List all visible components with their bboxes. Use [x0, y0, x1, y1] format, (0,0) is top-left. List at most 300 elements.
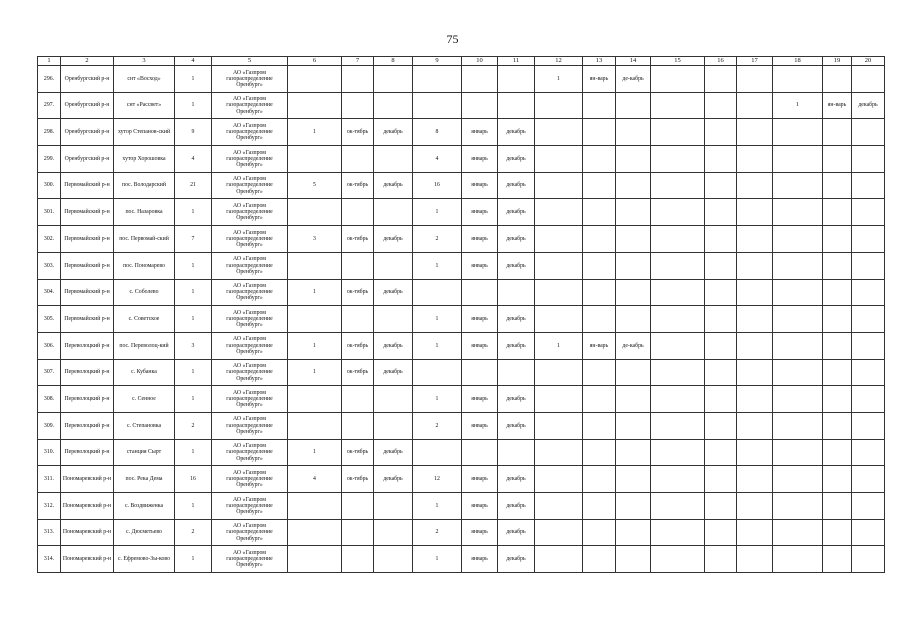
column-header: 4 — [175, 57, 212, 66]
table-cell: де-кабрь — [616, 332, 651, 359]
table-cell: АО «Газпром газораспределение Оренбург» — [212, 332, 288, 359]
table-cell — [852, 493, 885, 520]
table-cell: ян-варь — [583, 66, 616, 93]
table-cell: декабрь — [374, 172, 413, 199]
table-cell — [823, 199, 852, 226]
column-header: 8 — [374, 57, 413, 66]
table-cell — [651, 546, 705, 573]
table-cell — [852, 146, 885, 173]
table-row — [38, 252, 885, 279]
table-cell: 1 — [288, 279, 342, 306]
table-cell: 1 — [288, 359, 342, 386]
table-cell — [583, 119, 616, 146]
table-cell: 303. — [38, 252, 61, 279]
table-cell: декабрь — [498, 306, 535, 333]
table-cell — [616, 519, 651, 546]
table-cell — [852, 119, 885, 146]
table-cell — [705, 66, 737, 93]
table-cell: хутор Хорошовка — [114, 146, 175, 173]
table-row — [38, 439, 885, 466]
table-cell — [374, 146, 413, 173]
table-cell: ок-тябрь — [342, 172, 374, 199]
table-cell — [583, 279, 616, 306]
table-cell: декабрь — [498, 146, 535, 173]
table-cell: АО «Газпром газораспределение Оренбург» — [212, 66, 288, 93]
table-cell: ок-тябрь — [342, 332, 374, 359]
table-cell — [651, 66, 705, 93]
table-cell: 2 — [175, 519, 212, 546]
table-cell: 9 — [175, 119, 212, 146]
table-cell — [535, 466, 583, 493]
table-cell — [498, 359, 535, 386]
table-header — [38, 57, 885, 66]
table-cell: АО «Газпром газораспределение Оренбург» — [212, 493, 288, 520]
table-cell: пос. Первомай-ский — [114, 226, 175, 253]
table-cell — [737, 172, 773, 199]
table-cell — [773, 66, 823, 93]
table-cell: 1 — [175, 199, 212, 226]
table-cell: 307. — [38, 359, 61, 386]
table-cell — [823, 119, 852, 146]
table-row — [38, 226, 885, 253]
table-cell: Оренбургский р-н — [61, 119, 114, 146]
table-cell: 1 — [175, 546, 212, 573]
table-body — [38, 66, 885, 573]
table-cell — [773, 119, 823, 146]
table-cell: ок-тябрь — [342, 119, 374, 146]
table-cell — [288, 146, 342, 173]
table-cell — [823, 226, 852, 253]
table-cell — [705, 226, 737, 253]
table-cell: Переволоцкий р-н — [61, 439, 114, 466]
table-cell — [852, 519, 885, 546]
table-cell: декабрь — [374, 439, 413, 466]
table-cell — [737, 66, 773, 93]
table-row — [38, 386, 885, 413]
column-header: 13 — [583, 57, 616, 66]
table-cell — [823, 359, 852, 386]
table-cell: АО «Газпром газораспределение Оренбург» — [212, 359, 288, 386]
table-cell: декабрь — [498, 546, 535, 573]
table-cell: январь — [462, 119, 498, 146]
table-cell — [737, 146, 773, 173]
table-cell: ок-тябрь — [342, 279, 374, 306]
table-cell — [374, 519, 413, 546]
table-cell — [616, 146, 651, 173]
table-cell: Пономаревский р-н — [61, 493, 114, 520]
table-cell: станция Сырт — [114, 439, 175, 466]
table-cell — [705, 146, 737, 173]
table-row — [38, 172, 885, 199]
table-cell: 1 — [288, 439, 342, 466]
column-header: 18 — [773, 57, 823, 66]
column-header: 3 — [114, 57, 175, 66]
table-cell: 313. — [38, 519, 61, 546]
table-cell: ок-тябрь — [342, 439, 374, 466]
table-cell — [413, 439, 462, 466]
table-cell: 304. — [38, 279, 61, 306]
table-cell: 3 — [288, 226, 342, 253]
table-cell: декабрь — [498, 172, 535, 199]
table-cell: ок-тябрь — [342, 466, 374, 493]
table-cell — [773, 199, 823, 226]
table-cell: 1 — [288, 332, 342, 359]
table-cell: 1 — [413, 546, 462, 573]
table-cell — [852, 412, 885, 439]
table-cell — [616, 306, 651, 333]
table-cell — [705, 466, 737, 493]
table-cell: 1 — [175, 252, 212, 279]
table-cell: Переволоцкий р-н — [61, 386, 114, 413]
table-cell: 309. — [38, 412, 61, 439]
table-cell — [823, 146, 852, 173]
table-cell — [616, 92, 651, 119]
table-cell: декабрь — [498, 199, 535, 226]
table-cell — [705, 546, 737, 573]
table-cell — [705, 252, 737, 279]
table-cell: АО «Газпром газораспределение Оренбург» — [212, 119, 288, 146]
table-cell — [616, 172, 651, 199]
table-cell: ок-тябрь — [342, 226, 374, 253]
table-cell — [852, 226, 885, 253]
table-cell — [737, 199, 773, 226]
table-row — [38, 332, 885, 359]
table-cell — [374, 493, 413, 520]
table-cell — [705, 279, 737, 306]
table-cell — [583, 493, 616, 520]
table-cell — [773, 172, 823, 199]
table-cell — [737, 493, 773, 520]
table-cell — [737, 466, 773, 493]
column-header: 16 — [705, 57, 737, 66]
table-cell — [288, 519, 342, 546]
table-cell — [773, 226, 823, 253]
table-cell: декабрь — [498, 493, 535, 520]
table-cell — [823, 493, 852, 520]
table-cell — [823, 66, 852, 93]
table-cell: 1 — [175, 92, 212, 119]
table-cell — [288, 252, 342, 279]
table-cell: АО «Газпром газораспределение Оренбург» — [212, 439, 288, 466]
table-cell — [737, 359, 773, 386]
table-cell — [737, 279, 773, 306]
table-cell: декабрь — [498, 466, 535, 493]
table-cell — [773, 466, 823, 493]
table-cell — [823, 252, 852, 279]
table-cell — [737, 546, 773, 573]
table-cell: декабрь — [498, 252, 535, 279]
table-cell — [535, 92, 583, 119]
table-cell — [852, 172, 885, 199]
table-cell — [737, 92, 773, 119]
table-cell — [737, 386, 773, 413]
table-cell: 1 — [413, 386, 462, 413]
table-cell — [342, 66, 374, 93]
table-cell — [583, 412, 616, 439]
table-cell: АО «Газпром газораспределение Оренбург» — [212, 92, 288, 119]
table-cell — [823, 279, 852, 306]
table-cell — [374, 252, 413, 279]
table-cell: декабрь — [374, 226, 413, 253]
table-cell: Оренбургский р-н — [61, 66, 114, 93]
table-cell — [651, 146, 705, 173]
table-cell — [342, 92, 374, 119]
column-header: 10 — [462, 57, 498, 66]
table-cell: с. Ефремово-Зы-ково — [114, 546, 175, 573]
table-cell — [583, 546, 616, 573]
table-cell — [823, 546, 852, 573]
table-cell — [852, 306, 885, 333]
table-cell — [616, 386, 651, 413]
column-header: 9 — [413, 57, 462, 66]
table-cell: АО «Газпром газораспределение Оренбург» — [212, 172, 288, 199]
table-cell: 8 — [413, 119, 462, 146]
table-cell — [288, 493, 342, 520]
table-cell — [374, 66, 413, 93]
table-cell — [288, 306, 342, 333]
column-header: 12 — [535, 57, 583, 66]
table-cell: январь — [462, 546, 498, 573]
table-cell: январь — [462, 252, 498, 279]
table-cell — [616, 466, 651, 493]
table-cell: пос. Пономарево — [114, 252, 175, 279]
table-cell — [823, 519, 852, 546]
table-cell: с. Дюсметьево — [114, 519, 175, 546]
table-cell: АО «Газпром газораспределение Оренбург» — [212, 412, 288, 439]
table-cell: пос. Река Дема — [114, 466, 175, 493]
table-cell: с. Кубанка — [114, 359, 175, 386]
table-cell — [737, 306, 773, 333]
table-cell: 300. — [38, 172, 61, 199]
table-cell — [535, 146, 583, 173]
table-cell: декабрь — [374, 359, 413, 386]
table-cell — [737, 412, 773, 439]
table-cell — [288, 92, 342, 119]
table-cell: де-кабрь — [616, 66, 651, 93]
table-cell: 1 — [413, 332, 462, 359]
table-cell: январь — [462, 226, 498, 253]
table-cell — [374, 306, 413, 333]
table-cell — [342, 146, 374, 173]
table-cell — [342, 386, 374, 413]
table-cell — [342, 493, 374, 520]
column-header: 15 — [651, 57, 705, 66]
table-cell — [535, 172, 583, 199]
table-cell: с. Степановка — [114, 412, 175, 439]
table-cell — [535, 252, 583, 279]
column-header: 6 — [288, 57, 342, 66]
table-cell: 310. — [38, 439, 61, 466]
table-cell: 312. — [38, 493, 61, 520]
table-cell — [773, 493, 823, 520]
table-cell — [852, 252, 885, 279]
table-cell — [651, 359, 705, 386]
table-cell: 4 — [413, 146, 462, 173]
table-cell: с. Сенное — [114, 386, 175, 413]
table-cell: январь — [462, 386, 498, 413]
column-header: 5 — [212, 57, 288, 66]
table-cell: 297. — [38, 92, 61, 119]
column-header: 19 — [823, 57, 852, 66]
table-cell — [852, 332, 885, 359]
table-cell — [651, 386, 705, 413]
table-cell — [651, 466, 705, 493]
table-cell: декабрь — [374, 466, 413, 493]
table-cell — [535, 546, 583, 573]
table-cell: АО «Газпром газораспределение Оренбург» — [212, 146, 288, 173]
table-cell: 302. — [38, 226, 61, 253]
table-cell: декабрь — [498, 519, 535, 546]
table-cell — [773, 386, 823, 413]
table-cell: Переволоцкий р-н — [61, 332, 114, 359]
table-cell: 1 — [175, 306, 212, 333]
table-cell — [342, 306, 374, 333]
table-cell — [583, 252, 616, 279]
table-cell: ян-варь — [583, 332, 616, 359]
table-cell — [823, 306, 852, 333]
table-cell — [583, 306, 616, 333]
table-cell: Переволоцкий р-н — [61, 359, 114, 386]
table-cell: 7 — [175, 226, 212, 253]
table-cell — [535, 226, 583, 253]
table-cell — [413, 92, 462, 119]
table-cell: 299. — [38, 146, 61, 173]
column-header: 11 — [498, 57, 535, 66]
table-cell — [413, 359, 462, 386]
table-cell: январь — [462, 493, 498, 520]
table-cell: Первомайский р-н — [61, 226, 114, 253]
table-cell: АО «Газпром газораспределение Оренбург» — [212, 252, 288, 279]
table-cell — [737, 519, 773, 546]
table-cell — [852, 279, 885, 306]
table-cell — [462, 359, 498, 386]
table-cell — [705, 386, 737, 413]
table-cell: 1 — [175, 493, 212, 520]
table-cell: пос. Назаровка — [114, 199, 175, 226]
table-cell: январь — [462, 146, 498, 173]
table-cell — [616, 252, 651, 279]
table-cell — [616, 279, 651, 306]
table-row — [38, 546, 885, 573]
table-cell: декабрь — [498, 332, 535, 359]
table-cell: Оренбургский р-н — [61, 146, 114, 173]
table-cell — [535, 439, 583, 466]
table-cell — [823, 412, 852, 439]
table-cell — [737, 332, 773, 359]
table-cell: Первомайский р-н — [61, 172, 114, 199]
table-cell — [823, 439, 852, 466]
table-cell — [823, 386, 852, 413]
table-cell — [852, 439, 885, 466]
table-cell — [651, 199, 705, 226]
table-cell: АО «Газпром газораспределение Оренбург» — [212, 226, 288, 253]
table-cell — [773, 519, 823, 546]
table-cell — [616, 493, 651, 520]
table-cell: 305. — [38, 306, 61, 333]
table-cell: январь — [462, 466, 498, 493]
table-cell — [342, 412, 374, 439]
table-cell — [651, 332, 705, 359]
table-cell: январь — [462, 332, 498, 359]
table-cell — [705, 172, 737, 199]
table-cell: 314. — [38, 546, 61, 573]
table-cell: АО «Газпром газораспределение Оренбург» — [212, 386, 288, 413]
table-cell — [342, 519, 374, 546]
table-cell — [773, 412, 823, 439]
table-cell — [651, 252, 705, 279]
table-cell — [651, 119, 705, 146]
table-cell — [374, 546, 413, 573]
table-cell — [651, 172, 705, 199]
column-header: 7 — [342, 57, 374, 66]
table-cell — [535, 386, 583, 413]
table-cell — [737, 252, 773, 279]
table-cell — [535, 279, 583, 306]
table-cell — [535, 493, 583, 520]
table-cell — [583, 359, 616, 386]
table-cell — [737, 439, 773, 466]
table-cell: январь — [462, 306, 498, 333]
table-cell — [616, 199, 651, 226]
table-cell: ок-тябрь — [342, 359, 374, 386]
table-cell — [651, 439, 705, 466]
table-cell: с. Воздвиженка — [114, 493, 175, 520]
table-cell: декабрь — [852, 92, 885, 119]
table-cell: 16 — [413, 172, 462, 199]
table-cell: 298. — [38, 119, 61, 146]
table-cell — [705, 412, 737, 439]
table-cell — [288, 199, 342, 226]
column-header: 2 — [61, 57, 114, 66]
table-cell — [288, 386, 342, 413]
table-cell — [773, 252, 823, 279]
table-cell: АО «Газпром газораспределение Оренбург» — [212, 199, 288, 226]
table-cell: 12 — [413, 466, 462, 493]
table-cell — [288, 412, 342, 439]
table-cell — [852, 466, 885, 493]
table-cell: с. Советское — [114, 306, 175, 333]
table-cell — [583, 466, 616, 493]
table-cell — [651, 279, 705, 306]
table-row — [38, 412, 885, 439]
table-cell: Пономаревский р-н — [61, 546, 114, 573]
table-cell: декабрь — [498, 412, 535, 439]
table-cell — [616, 412, 651, 439]
table-cell: 4 — [288, 466, 342, 493]
table-cell — [651, 493, 705, 520]
table-cell — [823, 466, 852, 493]
table-cell: Пономаревский р-н — [61, 466, 114, 493]
table-row — [38, 493, 885, 520]
table-row — [38, 279, 885, 306]
table-cell: 1 — [535, 332, 583, 359]
table-cell — [413, 66, 462, 93]
table-cell — [342, 252, 374, 279]
table-cell: 2 — [413, 519, 462, 546]
table-cell: 301. — [38, 199, 61, 226]
table-cell — [705, 359, 737, 386]
table-cell: 4 — [175, 146, 212, 173]
table-cell — [374, 386, 413, 413]
table-cell: снт «Восход» — [114, 66, 175, 93]
table-cell: декабрь — [498, 386, 535, 413]
table-cell — [616, 226, 651, 253]
table-cell — [616, 546, 651, 573]
table-cell: АО «Газпром газораспределение Оренбург» — [212, 519, 288, 546]
table-cell: Первомайский р-н — [61, 279, 114, 306]
table-cell — [342, 199, 374, 226]
table-row — [38, 519, 885, 546]
